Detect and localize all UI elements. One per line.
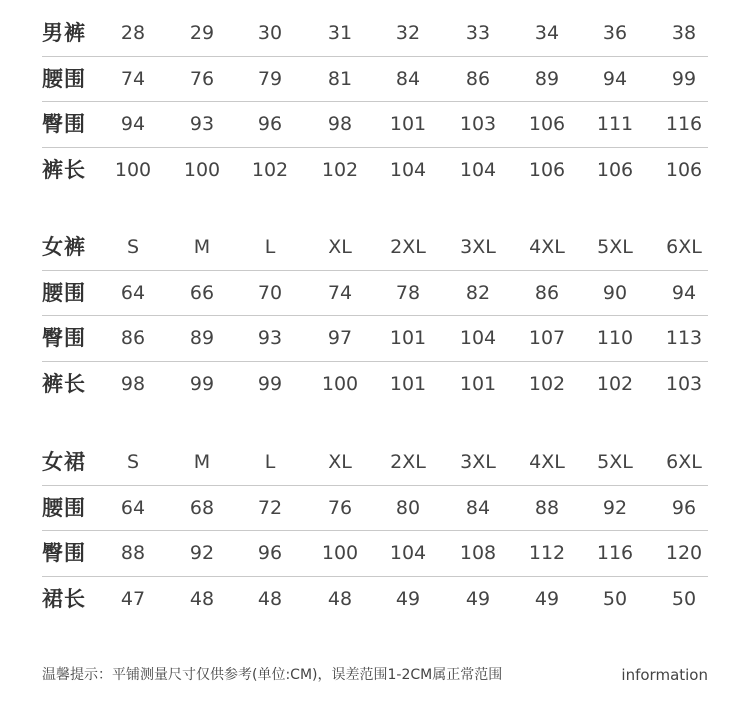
table-cell: 29 <box>189 22 215 44</box>
table-cell: 50 <box>602 587 628 610</box>
table-row <box>42 148 708 194</box>
table-row <box>42 316 708 362</box>
table-cell: 3XL <box>460 451 496 473</box>
table-cell: 70 <box>257 281 283 304</box>
table-row <box>42 577 708 623</box>
table-cell: 90 <box>602 281 628 304</box>
table-cell: 5XL <box>597 451 633 473</box>
table-cell: 96 <box>671 496 697 519</box>
size-table-mens-pants <box>42 11 708 193</box>
table-cell: 38 <box>671 22 697 44</box>
table-cell: 89 <box>534 67 560 90</box>
table-cell: 106 <box>596 158 634 181</box>
table-cell: 102 <box>596 372 634 395</box>
table-cell: 94 <box>602 67 628 90</box>
table-cell: 4XL <box>529 236 565 258</box>
table-cell: 74 <box>120 67 146 90</box>
table-cell: 100 <box>321 372 359 395</box>
table-cell: 49 <box>395 587 421 610</box>
table-cell: 84 <box>465 496 491 519</box>
size-table-womens-pants <box>42 225 708 407</box>
table-cell: 81 <box>327 67 353 90</box>
table-cell: 104 <box>389 158 427 181</box>
table-cell: 32 <box>395 22 421 44</box>
table-cell: 101 <box>389 327 427 349</box>
table-cell: M <box>193 236 211 258</box>
table-cell: 101 <box>459 372 497 395</box>
table-cell: 96 <box>257 113 283 135</box>
table-cell: 79 <box>257 67 283 90</box>
table-cell: 104 <box>389 542 427 564</box>
table-cell: 102 <box>251 158 289 181</box>
table-row <box>42 362 708 408</box>
table-cell: 5XL <box>597 236 633 258</box>
table-cell: XL <box>328 236 352 258</box>
table-cell: 86 <box>534 281 560 304</box>
table-cell: 99 <box>257 372 283 395</box>
table-cell: 64 <box>120 496 146 519</box>
table-cell: 86 <box>465 67 491 90</box>
table-row <box>42 225 708 271</box>
table-cell: 100 <box>114 158 152 181</box>
table-cell: 99 <box>671 67 697 90</box>
table-cell: 98 <box>327 113 353 135</box>
size-table-womens-skirt <box>42 440 708 622</box>
table-cell: 4XL <box>529 451 565 473</box>
table-cell: 49 <box>465 587 491 610</box>
table-cell: XL <box>328 451 352 473</box>
row-label: 男裤 <box>42 21 86 45</box>
row-label: 裤长 <box>42 157 86 182</box>
row-label: 臀围 <box>42 541 86 565</box>
table-cell: 97 <box>327 327 353 349</box>
table-cell: 2XL <box>390 236 426 258</box>
table-cell: 120 <box>665 542 703 564</box>
row-label: 腰围 <box>42 495 86 520</box>
table-cell: 101 <box>389 113 427 135</box>
table-cell: 36 <box>602 22 628 44</box>
table-cell: S <box>126 236 140 258</box>
row-label: 女裤 <box>42 235 86 259</box>
row-label: 臀围 <box>42 326 86 350</box>
table-cell: 30 <box>257 22 283 44</box>
row-label: 女裙 <box>42 450 86 474</box>
table-cell: 107 <box>528 327 566 349</box>
table-cell: 116 <box>665 113 703 135</box>
table-cell: 101 <box>389 372 427 395</box>
table-cell: 78 <box>395 281 421 304</box>
table-cell: 31 <box>327 22 353 44</box>
table-cell: 50 <box>671 587 697 610</box>
table-cell: 3XL <box>460 236 496 258</box>
table-cell: 88 <box>534 496 560 519</box>
table-cell: 48 <box>257 587 283 610</box>
table-cell: 106 <box>528 113 566 135</box>
table-cell: 110 <box>596 327 634 349</box>
table-cell: 103 <box>665 372 703 395</box>
table-cell: 76 <box>327 496 353 519</box>
table-cell: 89 <box>189 327 215 349</box>
table-cell: 94 <box>120 113 146 135</box>
table-cell: 34 <box>534 22 560 44</box>
table-cell: 100 <box>321 542 359 564</box>
table-cell: 82 <box>465 281 491 304</box>
table-cell: 99 <box>189 372 215 395</box>
table-cell: 116 <box>596 542 634 564</box>
table-cell: 80 <box>395 496 421 519</box>
table-cell: 88 <box>120 542 146 564</box>
table-cell: 66 <box>189 281 215 304</box>
table-cell: 68 <box>189 496 215 519</box>
table-cell: 106 <box>665 158 703 181</box>
table-cell: 28 <box>120 22 146 44</box>
table-cell: 92 <box>602 496 628 519</box>
table-row <box>42 271 708 317</box>
table-cell: 93 <box>257 327 283 349</box>
table-row <box>42 11 708 57</box>
table-cell: 106 <box>528 158 566 181</box>
table-cell: 74 <box>327 281 353 304</box>
table-cell: S <box>126 451 140 473</box>
table-cell: 33 <box>465 22 491 44</box>
table-cell: M <box>193 451 211 473</box>
table-cell: 98 <box>120 372 146 395</box>
table-cell: 86 <box>120 327 146 349</box>
table-row <box>42 440 708 486</box>
table-cell: 104 <box>459 327 497 349</box>
table-cell: 113 <box>665 327 703 349</box>
table-cell: 84 <box>395 67 421 90</box>
table-cell: 111 <box>596 113 634 135</box>
row-label: 裤长 <box>42 371 86 396</box>
measurement-note: 温馨提示：平铺测量尺寸仅供参考(单位:CM)，误差范围1-2CM属正常范围 <box>42 667 503 683</box>
table-cell: 6XL <box>666 451 702 473</box>
table-cell: 47 <box>120 587 146 610</box>
table-cell: L <box>264 236 276 258</box>
table-cell: 102 <box>528 372 566 395</box>
table-cell: 94 <box>671 281 697 304</box>
table-cell: 108 <box>459 542 497 564</box>
table-cell: 96 <box>257 542 283 564</box>
table-cell: 72 <box>257 496 283 519</box>
table-cell: 92 <box>189 542 215 564</box>
table-row <box>42 531 708 577</box>
table-cell: 103 <box>459 113 497 135</box>
table-cell: 6XL <box>666 236 702 258</box>
table-cell: 93 <box>189 113 215 135</box>
table-cell: 76 <box>189 67 215 90</box>
table-cell: 2XL <box>390 451 426 473</box>
table-row <box>42 57 708 103</box>
row-label: 腰围 <box>42 66 86 91</box>
table-row <box>42 102 708 148</box>
row-label: 臀围 <box>42 112 86 136</box>
table-cell: 48 <box>189 587 215 610</box>
table-cell: 100 <box>183 158 221 181</box>
table-cell: 102 <box>321 158 359 181</box>
row-label: 裙长 <box>42 586 86 611</box>
table-cell: 48 <box>327 587 353 610</box>
row-label: 腰围 <box>42 280 86 305</box>
information-label: information <box>621 666 708 684</box>
table-row <box>42 486 708 532</box>
table-cell: 112 <box>528 542 566 564</box>
table-cell: L <box>264 451 276 473</box>
table-cell: 104 <box>459 158 497 181</box>
table-cell: 49 <box>534 587 560 610</box>
table-cell: 64 <box>120 281 146 304</box>
